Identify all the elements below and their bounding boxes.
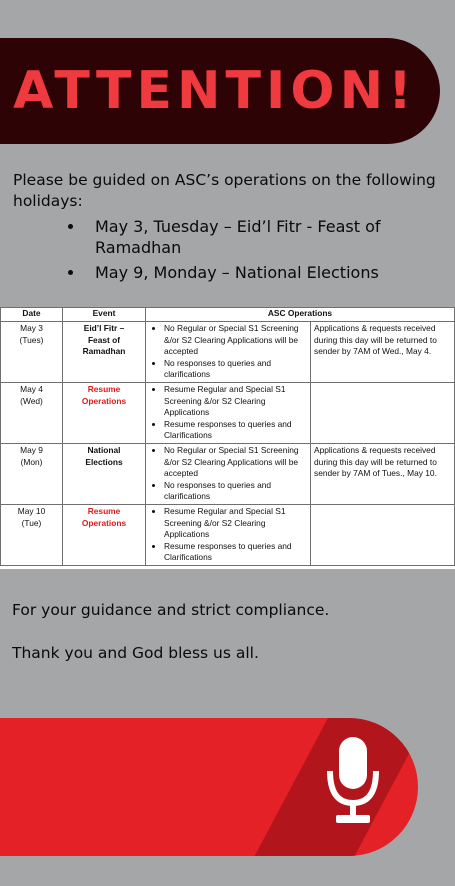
cell-date: May 4 (Wed) (1, 382, 63, 443)
table-row (1, 382, 455, 443)
table-header-row (1, 308, 455, 322)
cell-date: May 3 (Tues) (1, 322, 63, 383)
cell-notes: Applications & requests received during this day will be returned to sender by 7AM of Wed., May 4. (311, 322, 455, 383)
cell-operations (146, 443, 311, 504)
header-event: Event (63, 308, 146, 322)
operations-item: • Resume Regular and Special S1 Screening &/or S2 Clearing Applications (164, 384, 307, 419)
cell-date: May 10 (Tue) (1, 504, 63, 565)
cell-event: National Elections (63, 443, 146, 504)
intro-text: Please be guided on ASC’s operations on the following holidays: (13, 171, 436, 210)
table-row (1, 504, 455, 565)
operations-item: • Resume responses to queries and Clarifications (164, 541, 307, 564)
operations-list (149, 323, 307, 381)
attention-title: ATTENTION! (13, 61, 417, 121)
operations-list (149, 445, 307, 503)
attention-banner (0, 38, 440, 144)
intro-section (13, 170, 443, 287)
cell-notes (311, 382, 455, 443)
operations-item: • No Regular or Special S1 Screening &/or S2 Clearing Applications will be accepted (164, 445, 307, 480)
footer-section (12, 600, 442, 686)
header-date: Date (1, 308, 63, 322)
cell-event: Resume Operations (63, 382, 146, 443)
cell-event: Resume Operations (63, 504, 146, 565)
operations-list (149, 384, 307, 442)
table-row (1, 322, 455, 383)
thanks-text: Thank you and God bless us all. (12, 644, 259, 662)
operations-item: • No responses to queries and clarifications (164, 480, 307, 503)
cell-operations (146, 504, 311, 565)
operations-item: • No Regular or Special S1 Screening &/or S2 Clearing Applications will be accepted (164, 323, 307, 358)
operations-item: • Resume responses to queries and Clarifications (164, 419, 307, 442)
cell-operations (146, 382, 311, 443)
holiday-list (13, 216, 443, 283)
cell-notes: Applications & requests received during this day will be returned to sender by 7AM of Tues., May 10. (311, 443, 455, 504)
cell-operations (146, 322, 311, 383)
guidance-text: For your guidance and strict compliance. (12, 601, 330, 619)
cell-notes (311, 504, 455, 565)
holiday-item: • May 3, Tuesday – Eid’l Fitr - Feast of Ramadhan (85, 216, 443, 258)
holiday-item: • May 9, Monday – National Elections (85, 262, 443, 283)
cell-event: Eid’l Fitr – Feast of Ramadhan (63, 322, 146, 383)
cell-date: May 9 (Mon) (1, 443, 63, 504)
header-asc-operations: ASC Operations (146, 308, 455, 322)
operations-list (149, 506, 307, 564)
microphone-icon (325, 735, 381, 827)
table-row (1, 443, 455, 504)
operations-item: • Resume Regular and Special S1 Screening &/or S2 Clearing Applications (164, 506, 307, 541)
operations-table (0, 307, 455, 566)
operations-item: • No responses to queries and clarifications (164, 358, 307, 381)
operations-table-panel (0, 307, 455, 569)
